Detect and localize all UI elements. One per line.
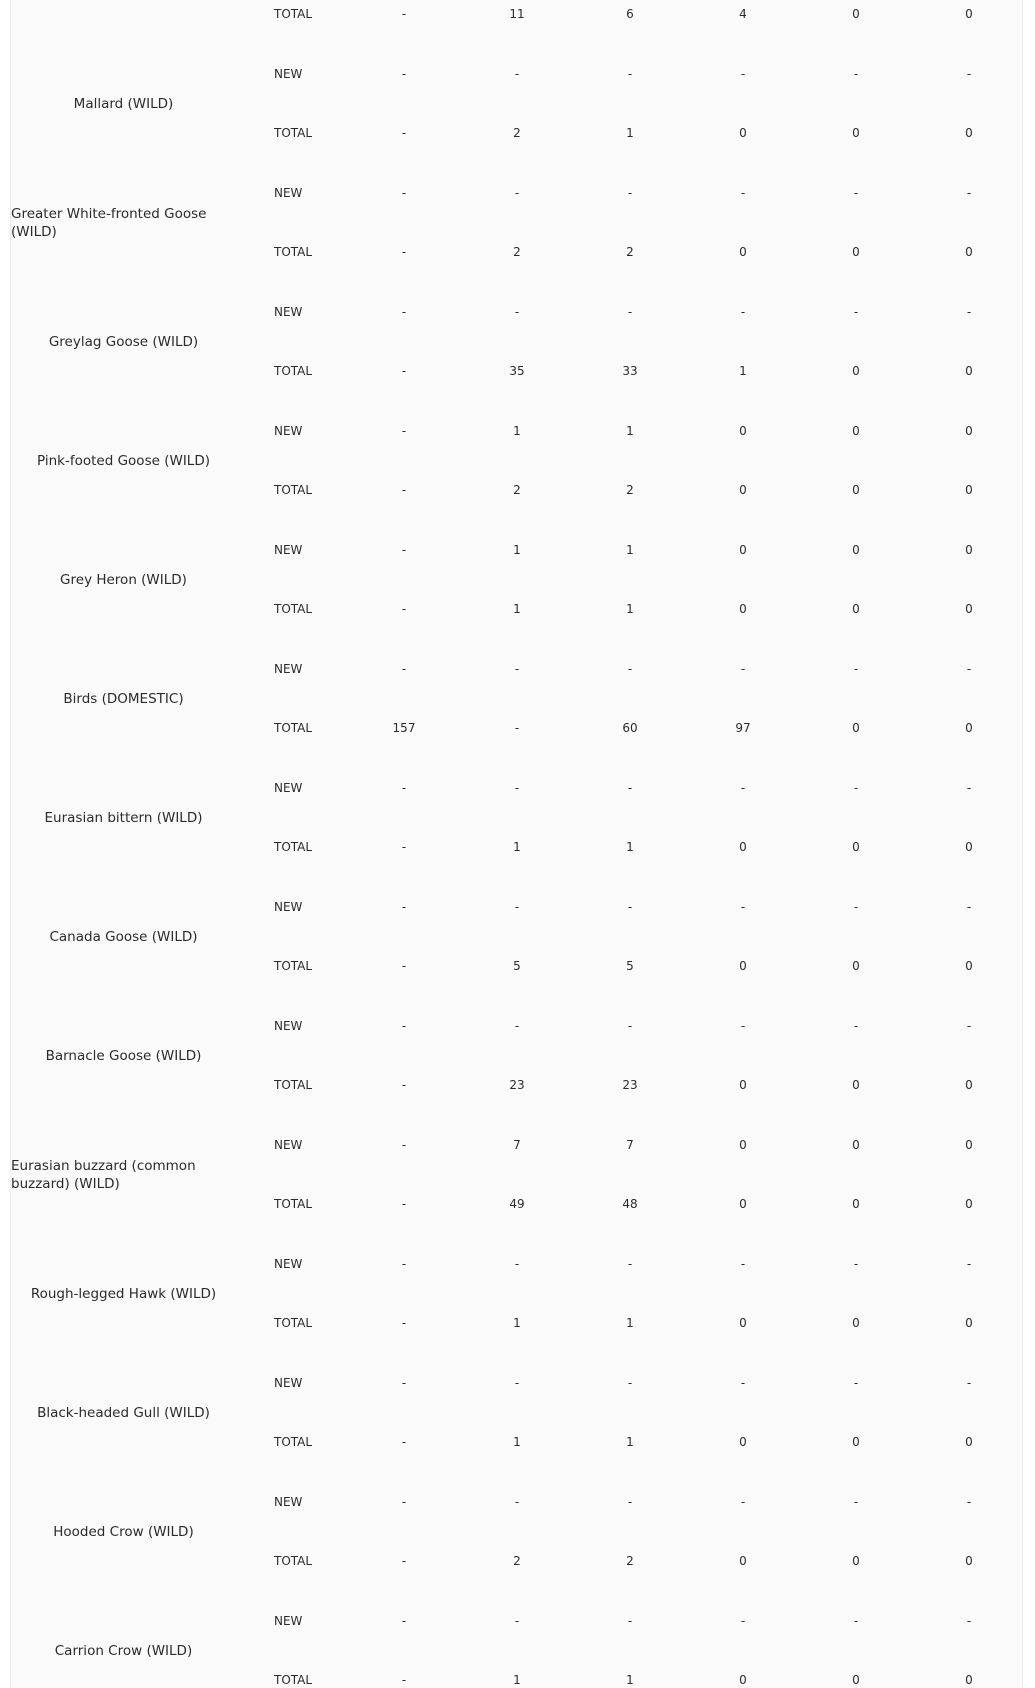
table-cell: - bbox=[627, 1614, 633, 1628]
row-type-label: NEW bbox=[274, 1138, 303, 1152]
table-cell: - bbox=[401, 1257, 407, 1271]
table-cell: - bbox=[627, 186, 633, 200]
table-cell: - bbox=[514, 900, 520, 914]
table-cell: 48 bbox=[622, 1197, 638, 1211]
table-cell: 0 bbox=[852, 602, 860, 616]
table-cell: 0 bbox=[739, 1435, 747, 1449]
row-type-label: TOTAL bbox=[274, 364, 313, 378]
species-label: Birds (DOMESTIC) bbox=[63, 691, 184, 707]
table-cell: - bbox=[401, 126, 407, 140]
table-cell: - bbox=[627, 900, 633, 914]
table-cell: - bbox=[514, 305, 520, 319]
table-cell: 0 bbox=[965, 959, 973, 973]
table-cell: - bbox=[740, 662, 746, 676]
table-cell: 0 bbox=[852, 424, 860, 438]
table-cell: - bbox=[966, 1495, 972, 1509]
row-type-label: TOTAL bbox=[274, 959, 313, 973]
table-cell: - bbox=[966, 662, 972, 676]
table-cell: - bbox=[514, 721, 520, 735]
table-cell: - bbox=[740, 1019, 746, 1033]
table-cell: - bbox=[401, 364, 407, 378]
table-cell: 0 bbox=[739, 483, 747, 497]
table-cell: 0 bbox=[965, 543, 973, 557]
table-cell: 0 bbox=[852, 1673, 860, 1687]
table-cell: 6 bbox=[626, 7, 634, 21]
row-type-label: TOTAL bbox=[274, 602, 313, 616]
species-label: Greylag Goose (WILD) bbox=[48, 334, 199, 350]
table-cell: 0 bbox=[965, 1316, 973, 1330]
table-cell: - bbox=[627, 1495, 633, 1509]
table-cell: 11 bbox=[509, 7, 525, 21]
table-cell: - bbox=[401, 1495, 407, 1509]
table-cell: 0 bbox=[965, 840, 973, 854]
table-cell: - bbox=[401, 1078, 407, 1092]
table-cell: 1 bbox=[626, 424, 634, 438]
row-type-label: TOTAL bbox=[274, 721, 313, 735]
table-cell: 0 bbox=[965, 245, 973, 259]
table-cell: - bbox=[966, 1376, 972, 1390]
table-cell: 0 bbox=[739, 840, 747, 854]
table-cell: 0 bbox=[852, 483, 860, 497]
row-type-label: NEW bbox=[274, 1376, 303, 1390]
table-cell: 0 bbox=[739, 1554, 747, 1568]
row-type-label: TOTAL bbox=[274, 1435, 313, 1449]
table-cell: 0 bbox=[739, 959, 747, 973]
table-cell: 1 bbox=[626, 1435, 634, 1449]
row-type-label: NEW bbox=[274, 1257, 303, 1271]
table-cell: 0 bbox=[852, 245, 860, 259]
table-cell: 1 bbox=[626, 840, 634, 854]
row-type-label: NEW bbox=[274, 900, 303, 914]
table-cell: 2 bbox=[626, 1554, 634, 1568]
table-cell: - bbox=[401, 1376, 407, 1390]
table-cell: - bbox=[401, 186, 407, 200]
table-cell: - bbox=[401, 1673, 407, 1687]
table-cell: 0 bbox=[739, 543, 747, 557]
table-cell: - bbox=[966, 781, 972, 795]
table-cell: - bbox=[401, 900, 407, 914]
row-type-label: TOTAL bbox=[274, 483, 313, 497]
table-cell: 23 bbox=[509, 1078, 525, 1092]
table-cell: 1 bbox=[626, 543, 634, 557]
table-cell: - bbox=[966, 900, 972, 914]
table-cell: 0 bbox=[739, 1078, 747, 1092]
table-cell: - bbox=[514, 1495, 520, 1509]
table-cell: - bbox=[627, 305, 633, 319]
row-type-label: NEW bbox=[274, 67, 303, 81]
table-cell: - bbox=[514, 1376, 520, 1390]
row-type-label: NEW bbox=[274, 1495, 303, 1509]
table-cell: 1 bbox=[513, 1673, 521, 1687]
row-type-label: NEW bbox=[274, 305, 303, 319]
row-type-label: NEW bbox=[274, 662, 303, 676]
row-type-label: NEW bbox=[274, 1614, 303, 1628]
row-type-label: NEW bbox=[274, 186, 303, 200]
table-cell: - bbox=[401, 245, 407, 259]
table-cell: - bbox=[740, 781, 746, 795]
table-cell: - bbox=[853, 781, 859, 795]
table-cell: 1 bbox=[513, 424, 521, 438]
table-cell: - bbox=[966, 1257, 972, 1271]
table-cell: 0 bbox=[739, 1316, 747, 1330]
species-label: Black-headed Gull (WILD) bbox=[37, 1405, 210, 1421]
row-type-label: NEW bbox=[274, 543, 303, 557]
row-type-label: NEW bbox=[274, 1019, 303, 1033]
table-cell: 0 bbox=[965, 1673, 973, 1687]
row-type-label: NEW bbox=[274, 781, 303, 795]
table-cell: 0 bbox=[739, 126, 747, 140]
table-cell: - bbox=[401, 305, 407, 319]
table-cell: - bbox=[627, 662, 633, 676]
species-label: Grey Heron (WILD) bbox=[60, 572, 187, 588]
table-cell: 1 bbox=[626, 1316, 634, 1330]
table-cell: 1 bbox=[513, 602, 521, 616]
table-cell: 0 bbox=[852, 126, 860, 140]
table-cell: 33 bbox=[622, 364, 638, 378]
species-label: Pink-footed Goose (WILD) bbox=[37, 453, 210, 469]
table-cell: 7 bbox=[626, 1138, 634, 1152]
row-type-label: TOTAL bbox=[274, 1078, 313, 1092]
table-cell: 0 bbox=[965, 364, 973, 378]
table-cell: - bbox=[401, 1197, 407, 1211]
table-cell: - bbox=[401, 662, 407, 676]
table-cell: - bbox=[627, 1376, 633, 1390]
table-cell: - bbox=[401, 483, 407, 497]
table-cell: - bbox=[514, 781, 520, 795]
table-cell: - bbox=[853, 1376, 859, 1390]
table-cell: 0 bbox=[852, 1078, 860, 1092]
table-cell: 0 bbox=[852, 1435, 860, 1449]
table-cell: - bbox=[401, 67, 407, 81]
table-cell: 2 bbox=[513, 245, 521, 259]
table-cell: - bbox=[740, 186, 746, 200]
table-cell: 49 bbox=[509, 1197, 525, 1211]
row-type-label: TOTAL bbox=[274, 1673, 313, 1687]
table-cell: - bbox=[740, 1376, 746, 1390]
table-cell: - bbox=[401, 424, 407, 438]
table-cell: - bbox=[627, 781, 633, 795]
table-cell: - bbox=[853, 1019, 859, 1033]
table-cell: 1 bbox=[513, 840, 521, 854]
table-cell: - bbox=[740, 67, 746, 81]
table-cell: - bbox=[853, 305, 859, 319]
table-cell: - bbox=[853, 900, 859, 914]
table-cell: - bbox=[401, 959, 407, 973]
table-cell: 0 bbox=[965, 602, 973, 616]
table-cell: 0 bbox=[852, 1316, 860, 1330]
table-cell: 2 bbox=[626, 245, 634, 259]
table-cell: 0 bbox=[739, 602, 747, 616]
table-cell: 0 bbox=[965, 7, 973, 21]
table-cell: 2 bbox=[513, 126, 521, 140]
table-cell: - bbox=[853, 67, 859, 81]
table-cell: 0 bbox=[852, 1197, 860, 1211]
table-cell: - bbox=[627, 1019, 633, 1033]
table-cell: - bbox=[853, 1495, 859, 1509]
species-label: Eurasian bittern (WILD) bbox=[44, 810, 203, 826]
table-cell: - bbox=[514, 186, 520, 200]
table-cell: - bbox=[514, 1019, 520, 1033]
table-cell: - bbox=[514, 1257, 520, 1271]
table-cell: 0 bbox=[852, 840, 860, 854]
species-label: Barnacle Goose (WILD) bbox=[45, 1048, 202, 1064]
table-cell: - bbox=[401, 602, 407, 616]
table-cell: 0 bbox=[852, 721, 860, 735]
table-cell: - bbox=[401, 781, 407, 795]
table-cell: 0 bbox=[965, 1554, 973, 1568]
table-cell: 1 bbox=[626, 126, 634, 140]
table-cell: 1 bbox=[513, 1435, 521, 1449]
table-cell: - bbox=[401, 543, 407, 557]
table-cell: 1 bbox=[513, 1316, 521, 1330]
row-type-label: TOTAL bbox=[274, 1197, 313, 1211]
table-cell: 97 bbox=[735, 721, 751, 735]
table-cell: 0 bbox=[852, 364, 860, 378]
table-cell: 1 bbox=[626, 602, 634, 616]
table-cell: - bbox=[853, 662, 859, 676]
table-cell: - bbox=[966, 305, 972, 319]
table-cell: - bbox=[401, 1554, 407, 1568]
table-cell: 23 bbox=[622, 1078, 638, 1092]
table-cell: 1 bbox=[626, 1673, 634, 1687]
table-cell: - bbox=[627, 67, 633, 81]
table-cell: 0 bbox=[965, 721, 973, 735]
table-cell: 0 bbox=[965, 483, 973, 497]
table-cell: 35 bbox=[509, 364, 525, 378]
table-cell: 0 bbox=[965, 1197, 973, 1211]
table-cell: 2 bbox=[513, 1554, 521, 1568]
row-type-label: TOTAL bbox=[274, 1554, 313, 1568]
table-cell: - bbox=[401, 1138, 407, 1152]
table-cell: 0 bbox=[739, 245, 747, 259]
outbreak-table bbox=[10, 0, 1023, 1688]
table-cell: - bbox=[401, 1019, 407, 1033]
table-cell: 0 bbox=[739, 1138, 747, 1152]
table-cell: - bbox=[401, 1435, 407, 1449]
table-cell: - bbox=[401, 1614, 407, 1628]
table-cell: 157 bbox=[392, 721, 416, 735]
species-label: Greater White-fronted Goose (WILD) bbox=[11, 206, 207, 240]
table-cell: 0 bbox=[965, 424, 973, 438]
species-label: Mallard (WILD) bbox=[73, 96, 174, 112]
table-cell: 0 bbox=[852, 7, 860, 21]
table-cell: 0 bbox=[965, 126, 973, 140]
table-cell: 1 bbox=[739, 364, 747, 378]
table-cell: - bbox=[740, 900, 746, 914]
table-cell: - bbox=[401, 840, 407, 854]
row-type-label: TOTAL bbox=[274, 7, 313, 21]
species-label: Hooded Crow (WILD) bbox=[53, 1524, 194, 1540]
table-cell: 0 bbox=[739, 1673, 747, 1687]
species-label: Carrion Crow (WILD) bbox=[54, 1643, 193, 1659]
species-label: Eurasian buzzard (common buzzard) (WILD) bbox=[11, 1158, 196, 1192]
row-type-label: TOTAL bbox=[274, 840, 313, 854]
table-cell: 60 bbox=[622, 721, 638, 735]
table-cell: 0 bbox=[965, 1078, 973, 1092]
table-cell: - bbox=[853, 1614, 859, 1628]
table-cell: - bbox=[401, 1316, 407, 1330]
table-cell: 0 bbox=[965, 1435, 973, 1449]
row-type-label: NEW bbox=[274, 424, 303, 438]
table-cell: 0 bbox=[852, 543, 860, 557]
table-cell: 5 bbox=[513, 959, 521, 973]
table-cell: 2 bbox=[626, 483, 634, 497]
table-cell: - bbox=[966, 1614, 972, 1628]
table-cell: - bbox=[740, 1257, 746, 1271]
table-cell: 5 bbox=[626, 959, 634, 973]
table-cell: 0 bbox=[852, 1554, 860, 1568]
table-cell: 0 bbox=[852, 959, 860, 973]
row-type-label: TOTAL bbox=[274, 126, 313, 140]
table-cell: - bbox=[966, 67, 972, 81]
table-cell: 0 bbox=[739, 424, 747, 438]
table-cell: - bbox=[740, 305, 746, 319]
table-cell: - bbox=[853, 186, 859, 200]
species-label: Canada Goose (WILD) bbox=[49, 929, 198, 945]
table-cell: 7 bbox=[513, 1138, 521, 1152]
species-label: Rough-legged Hawk (WILD) bbox=[30, 1286, 217, 1302]
table-cell: - bbox=[627, 1257, 633, 1271]
table-cell: - bbox=[514, 662, 520, 676]
table-cell: 1 bbox=[513, 543, 521, 557]
row-type-label: TOTAL bbox=[274, 245, 313, 259]
table-cell: - bbox=[514, 67, 520, 81]
table-cell: - bbox=[740, 1495, 746, 1509]
table-cell: - bbox=[401, 7, 407, 21]
table-cell: - bbox=[740, 1614, 746, 1628]
row-type-label: TOTAL bbox=[274, 1316, 313, 1330]
table-cell: - bbox=[853, 1257, 859, 1271]
table-cell: 0 bbox=[739, 1197, 747, 1211]
table-cell: 0 bbox=[965, 1138, 973, 1152]
table-cell: - bbox=[514, 1614, 520, 1628]
table-cell: 0 bbox=[852, 1138, 860, 1152]
table-cell: - bbox=[966, 1019, 972, 1033]
table-cell: - bbox=[966, 186, 972, 200]
table-cell: 2 bbox=[513, 483, 521, 497]
table-cell: 4 bbox=[739, 7, 747, 21]
